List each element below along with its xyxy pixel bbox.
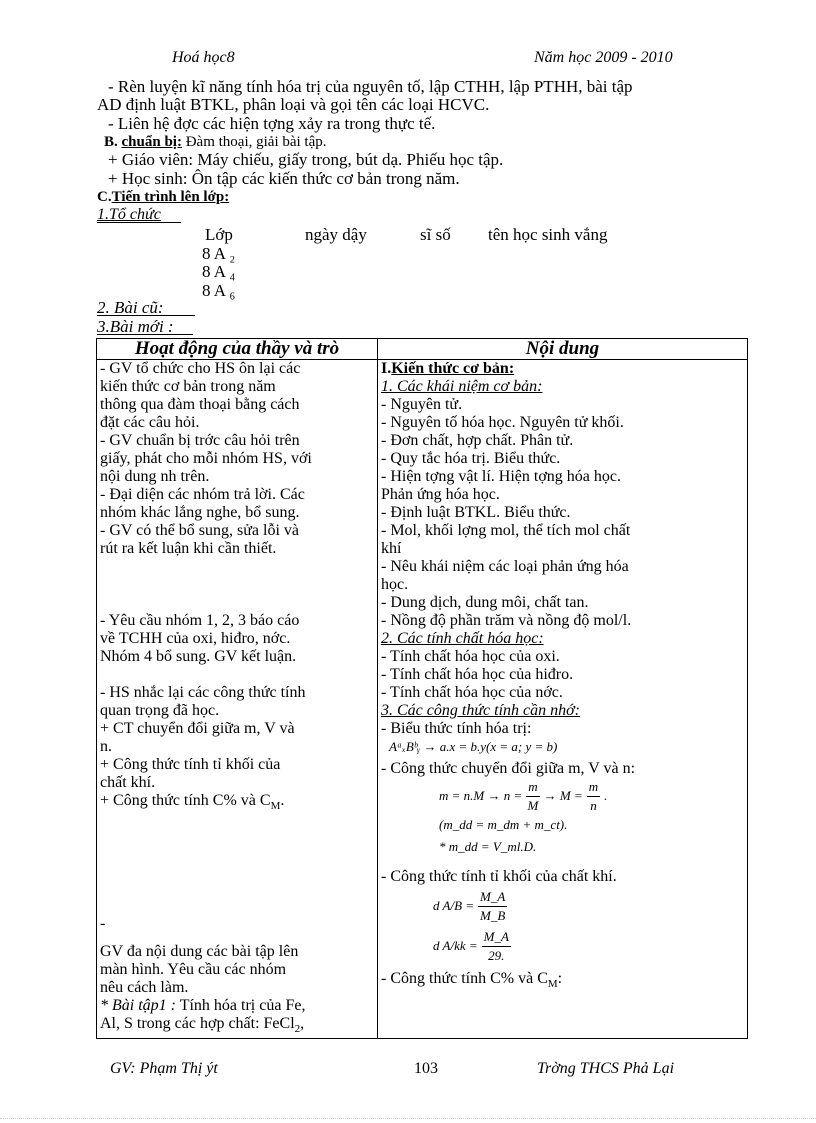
spacer bbox=[100, 933, 374, 943]
activity-line: chất khí. bbox=[100, 774, 156, 791]
conversion-formula bbox=[381, 778, 744, 814]
exercise-end: , bbox=[300, 1015, 305, 1033]
conv-dot: . bbox=[604, 788, 608, 803]
content-subheading: 3. Các công thức tính cần nhớ: bbox=[381, 702, 581, 719]
content-line: - Tính chất hóa học của oxi. bbox=[381, 648, 560, 665]
section-b-text: Đàm thoại, giải bài tập. bbox=[181, 134, 327, 150]
solution-mass-formula: (m_dd = m_dm + m_ct). bbox=[439, 817, 568, 832]
activity-line: - HS nhắc lại các công thức tính bbox=[100, 684, 306, 701]
frac-den: 29. bbox=[488, 947, 505, 963]
density-formula-1 bbox=[381, 886, 744, 926]
content-line: - Quy tắc hóa trị. Biểu thức. bbox=[381, 450, 561, 467]
exercise-line bbox=[100, 1015, 374, 1038]
frac-den: M_B bbox=[480, 907, 506, 923]
header-subject: Hoá học8 bbox=[172, 49, 235, 66]
content-line: - Nguyên tố hóa học. Nguyên tử khối. bbox=[381, 414, 624, 431]
organization-heading: 1.Tổ chức bbox=[97, 206, 161, 223]
exercise-text: Tính hóa trị của Fe, bbox=[176, 997, 306, 1015]
att-header-count: sĩ số bbox=[420, 225, 451, 244]
solution-volume-formula: * m_dd = V_ml.D. bbox=[439, 839, 537, 854]
activity-dash: - bbox=[100, 915, 106, 933]
content-title-num: I. bbox=[381, 360, 392, 377]
content-line: - Tính chất hóa học của hiđro. bbox=[381, 666, 574, 683]
content-subheading: 1. Các khái niệm cơ bản: bbox=[381, 378, 543, 395]
activity-line: về TCHH của oxi, hiđro, nớc. bbox=[100, 630, 291, 647]
content-line: khí bbox=[381, 540, 402, 557]
fraction-MA-over-MB bbox=[478, 888, 507, 925]
new-lesson-heading: 3.Bài mới : bbox=[97, 317, 174, 336]
content-line: - Định luật BTKL. Biểu thức. bbox=[381, 504, 571, 521]
exercise-subscript: 2 bbox=[294, 1023, 301, 1036]
activity-line bbox=[100, 792, 374, 815]
activity-line: đặt các câu hỏi. bbox=[100, 414, 200, 431]
att-header-date: ngày dậy bbox=[305, 225, 367, 244]
activities-column bbox=[97, 360, 378, 1039]
footer-school: Trờng THCS Phả Lại bbox=[537, 1060, 675, 1077]
concentration-label bbox=[381, 970, 744, 993]
activity-line: nhóm khác lắng nghe, bổ sung. bbox=[100, 504, 300, 521]
att-header-class: Lớp bbox=[205, 225, 233, 244]
intro-line-1: - Rèn luyện kĩ năng tính hóa trị của nguyên tố, lập CTHH, lập PTHH, bài tập bbox=[108, 77, 633, 96]
activity-line: quan trọng đã học. bbox=[100, 702, 220, 719]
new-lesson-underline bbox=[97, 334, 193, 335]
lesson-table bbox=[96, 338, 748, 1039]
conv-part-b: → M = bbox=[543, 788, 583, 803]
conversion-label: - Công thức chuyển đổi giữa m, V và n: bbox=[381, 760, 636, 777]
content-title bbox=[381, 360, 744, 378]
att-class-row: 8 A ₆ bbox=[202, 281, 236, 300]
old-lesson-heading: 2. Bài cũ: bbox=[97, 298, 164, 317]
frac-den: M bbox=[527, 797, 539, 813]
activity-line: Nhóm 4 bổ sung. GV kết luận. bbox=[100, 648, 297, 665]
activity-line: rút ra kết luận khi cần thiết. bbox=[100, 540, 277, 557]
activity-line: kiến thức cơ bản trong năm bbox=[100, 378, 276, 395]
section-b-label: B. bbox=[104, 134, 118, 150]
fraction-MA-over-29 bbox=[482, 928, 511, 965]
activity-line: giấy, phát cho mỗi nhóm HS, với bbox=[100, 450, 312, 467]
frac-num: m bbox=[587, 778, 600, 797]
old-lesson-underline bbox=[97, 315, 195, 316]
frac-num: M_A bbox=[478, 888, 507, 907]
content-title-text: Kiến thức cơ bản: bbox=[391, 360, 515, 377]
spacer bbox=[100, 815, 374, 915]
conc-subscript: M bbox=[547, 978, 558, 991]
content-line: - Hiện tợng vật lí. Hiện tợng hóa học. bbox=[381, 468, 621, 485]
org-underline bbox=[97, 222, 181, 223]
footer-page-number: 103 bbox=[414, 1060, 438, 1077]
dens-lhs-2: d A/kk = bbox=[433, 938, 478, 953]
activity-line: + CT chuyển đổi giữa m, V và bbox=[100, 720, 295, 737]
activity-line: + Công thức tính tỉ khối của bbox=[100, 756, 281, 773]
footer-teacher: GV: Phạm Thị ýt bbox=[110, 1060, 218, 1077]
teacher-prep: + Giáo viên: Máy chiếu, giấy trong, bút dạ. Phiếu học tập. bbox=[108, 150, 504, 169]
activity-line: thông qua đàm thoại bằng cách bbox=[100, 396, 300, 413]
content-line: - Tính chất hóa học của nớc. bbox=[381, 684, 563, 701]
spacer bbox=[100, 558, 374, 612]
section-c-heading: Tiến trình lên lớp: bbox=[111, 189, 230, 205]
conc-end: : bbox=[557, 970, 563, 987]
exercise-last: Al, S trong các hợp chất: FeCl bbox=[100, 1015, 295, 1033]
section-b-heading: chuẩn bị: bbox=[121, 134, 182, 150]
att-class-row: 8 A ₄ bbox=[202, 262, 236, 281]
exercise-line bbox=[100, 997, 374, 1015]
intro-line-2: AD định luật BTKL, phân loại và gọi tên các loại HCVC. bbox=[97, 95, 490, 114]
section-b bbox=[104, 133, 327, 151]
section-c bbox=[97, 188, 229, 206]
fraction-m-over-n bbox=[587, 778, 600, 815]
frac-num: m bbox=[526, 778, 539, 797]
att-header-absent: tên học sinh vắng bbox=[488, 225, 608, 244]
table-header-content: Nội dung bbox=[378, 339, 748, 360]
frac-den: n bbox=[590, 797, 597, 813]
bottom-dotted-rule bbox=[0, 1118, 816, 1119]
cm-subscript: M bbox=[270, 800, 281, 813]
frac-num: M_A bbox=[482, 928, 511, 947]
fraction-m-over-M bbox=[526, 778, 539, 815]
content-line: - Nồng độ phần trăm và nồng độ mol/l. bbox=[381, 612, 632, 629]
activity-line: - GV có thể bổ sung, sửa lỗi và bbox=[100, 522, 300, 539]
table-header-activities: Hoạt động của thầy và trò bbox=[97, 339, 378, 360]
spacer bbox=[100, 666, 374, 684]
cm-text: + Công thức tính C% và C bbox=[100, 792, 271, 809]
content-line: - Nguyên tử. bbox=[381, 396, 463, 413]
content-line: - Dung dịch, dung môi, chất tan. bbox=[381, 594, 589, 611]
intro-line-3: - Liên hệ đợc các hiện tợng xảy ra trong thực tế. bbox=[108, 114, 436, 133]
content-column bbox=[378, 360, 748, 1039]
content-subheading: 2. Các tính chất hóa học: bbox=[381, 630, 544, 647]
cm-end: . bbox=[280, 792, 285, 809]
content-line: học. bbox=[381, 576, 409, 593]
student-prep: + Học sinh: Ôn tập các kiến thức cơ bản trong năm. bbox=[108, 169, 460, 188]
activity-line: - GV tổ chức cho HS ôn lại các bbox=[100, 360, 301, 377]
content-line: - Đơn chất, hợp chất. Phân tử. bbox=[381, 432, 574, 449]
section-c-label: C. bbox=[97, 189, 112, 205]
header-school-year: Năm học 2009 - 2010 bbox=[534, 49, 673, 66]
att-class-row: 8 A ₂ bbox=[202, 244, 236, 263]
valence-formula: AᵃₓBᵇᵧ → a.x = b.y(x = a; y = b) bbox=[389, 739, 558, 754]
content-line: - Mol, khối lợng mol, thể tích mol chất bbox=[381, 522, 631, 539]
activity-line: - Đại diện các nhóm trả lời. Các bbox=[100, 486, 305, 503]
activity-line: GV đa nội dung các bài tập lên bbox=[100, 943, 299, 961]
activity-line: nội dung nh trên. bbox=[100, 468, 210, 485]
conv-part-a: m = n.M → n = bbox=[439, 788, 523, 803]
activity-line: n. bbox=[100, 738, 112, 755]
activity-line: nêu cách làm. bbox=[100, 979, 189, 997]
activity-line: màn hình. Yêu cầu các nhóm bbox=[100, 961, 287, 979]
density-formula-2 bbox=[381, 926, 744, 966]
activity-line: - GV chuẩn bị trớc câu hỏi trên bbox=[100, 432, 300, 449]
exercise-label: * Bài tập1 : bbox=[100, 997, 176, 1015]
density-label: - Công thức tính tỉ khối của chất khí. bbox=[381, 868, 617, 885]
conc-text: - Công thức tính C% và C bbox=[381, 970, 548, 987]
content-line: - Nêu khái niệm các loại phản ứng hóa bbox=[381, 558, 629, 575]
valence-label: - Biểu thức tính hóa trị: bbox=[381, 720, 532, 737]
dens-lhs-1: d A/B = bbox=[433, 898, 475, 913]
activity-line: - Yêu cầu nhóm 1, 2, 3 báo cáo bbox=[100, 612, 300, 629]
content-line: Phản ứng hóa học. bbox=[381, 486, 500, 503]
